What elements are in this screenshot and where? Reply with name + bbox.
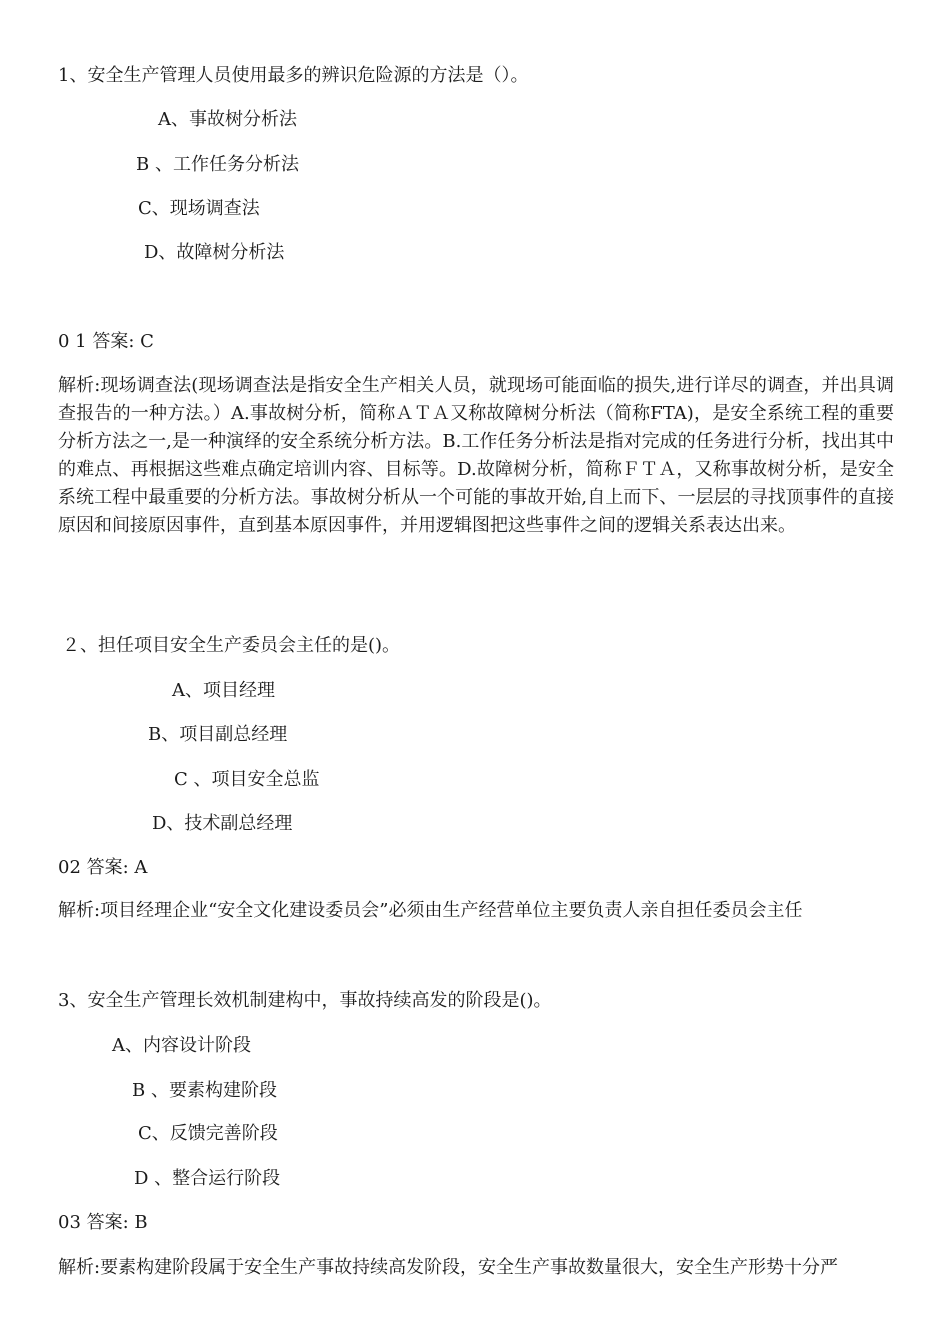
question-3-option-a: A、内容设计阶段 xyxy=(112,1035,251,1056)
question-1-option-d: D、故障树分析法 xyxy=(144,242,285,263)
question-1-option-a: A、事故树分析法 xyxy=(158,109,297,130)
question-2-option-c: C 、项目安全总监 xyxy=(174,769,320,790)
question-1-stem: 1、安全生产管理人员使用最多的辨识危险源的方法是（）。 xyxy=(58,65,529,86)
question-2-option-a: A、项目经理 xyxy=(172,680,275,701)
question-3-option-b: B 、要素构建阶段 xyxy=(132,1080,277,1101)
question-1-option-c: C、现场调查法 xyxy=(138,198,260,219)
question-2-stem: ２、担任项目安全生产委员会主任的是()。 xyxy=(62,635,401,656)
question-1-option-b: B 、工作任务分析法 xyxy=(136,154,299,175)
question-3-stem: 3、安全生产管理长效机制建构中，事故持续高发的阶段是()。 xyxy=(58,990,552,1011)
question-1-answer: 0 1 答案: C xyxy=(58,331,154,352)
question-2-answer: 02 答案: A xyxy=(58,857,148,878)
question-2-analysis: 解析:项目经理企业“安全文化建设委员会”必须由生产经营单位主要负责人亲自担任委员会主任 xyxy=(58,900,803,921)
question-2-option-b: B、项目副总经理 xyxy=(148,724,288,745)
question-1-analysis: 解析:现场调查法(现场调查法是指安全生产相关人员，就现场可能面临的损失,进行详尽的调查，并出具调查报告的一种方法。）A.事故树分析，简称ＡＴＡ又称故障树分析法（简称FTA)，是安全系统工程的重要分析方法之一,是一种演绎的安全系统分析方法。B.工作任务分析法是指对完成的任务进行分析，找出其中的难点、再根据这些难点确定培训内容、目标等。D.故障树分析，简称ＦＴＡ，又称事故树分析，是安全系统工程中最重要的分析方法。事故树分析从一个可能的事故开始,自上而下、一层层的寻找顶事件的直接原因和间接原因事件，直到基本原因事件，并用逻辑图把这些事件之间的逻辑关系表达出来。 xyxy=(58,375,894,536)
question-3-answer: 03 答案: B xyxy=(58,1212,148,1233)
question-3-option-d: D 、整合运行阶段 xyxy=(134,1168,281,1189)
question-3-analysis: 解析:要素构建阶段属于安全生产事故持续高发阶段，安全生产事故数量很大，安全生产形势十分严 xyxy=(58,1257,839,1278)
question-2-option-d: D、技术副总经理 xyxy=(152,813,293,834)
question-3-option-c: C、反馈完善阶段 xyxy=(138,1123,278,1144)
